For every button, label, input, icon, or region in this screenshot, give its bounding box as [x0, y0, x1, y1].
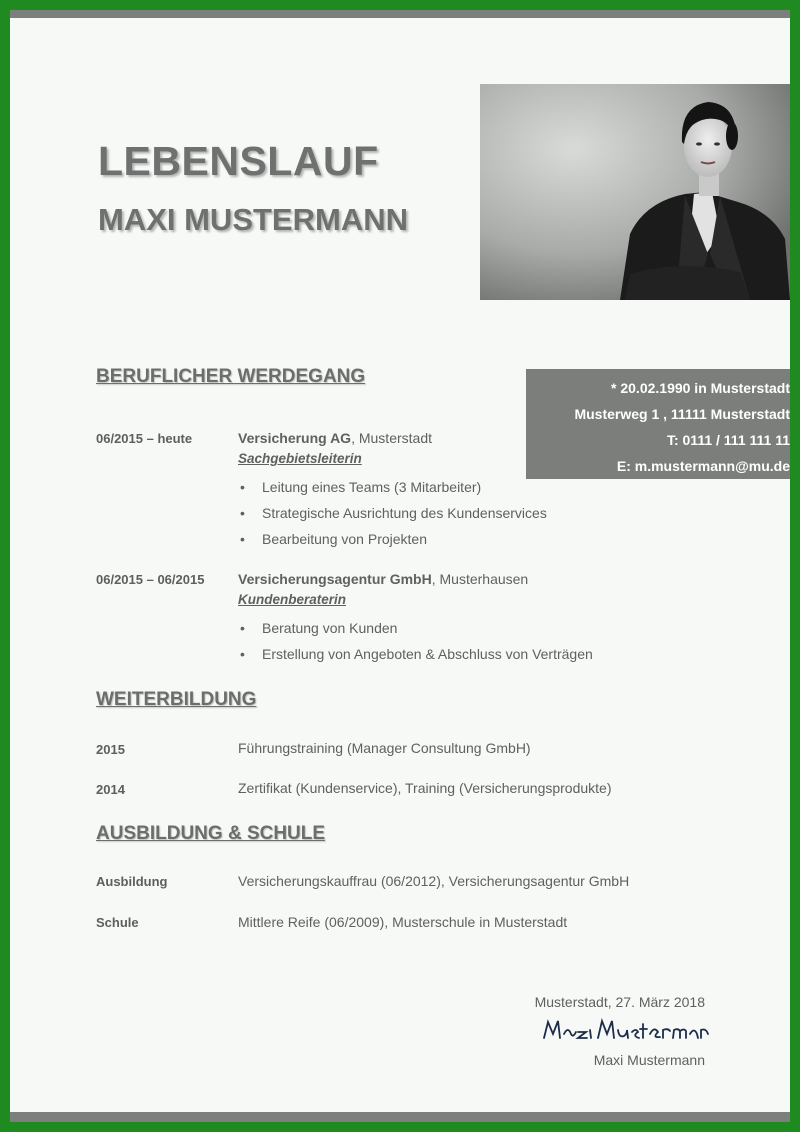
signature-place-date: Musterstadt, 27. März 2018 [534, 994, 705, 1010]
list-item: • Bearbeitung von Projekten [240, 531, 427, 547]
contact-box [526, 369, 790, 479]
top-bar [10, 10, 790, 18]
bullet-icon: • [240, 505, 245, 521]
company-name: Versicherung AG [238, 430, 352, 446]
job-title: Sachgebietsleiterin [238, 451, 362, 466]
education-label: Schule [96, 915, 139, 930]
training-year: 2015 [96, 742, 125, 757]
career-date: 06/2015 – heute [96, 431, 193, 446]
handwritten-signature [540, 1012, 710, 1046]
birth-info: * 20.02.1990 in Musterstadt [611, 380, 790, 396]
document-title: LEBENSLAUF [98, 138, 379, 184]
bottom-bar [10, 1112, 790, 1122]
education-text: Versicherungskauffrau (06/2012), Versicherungsagentur GmbH [238, 873, 630, 889]
training-text: Zertifikat (Kundenservice), Training (Versicherungsprodukte) [238, 780, 612, 796]
career-employer [238, 430, 432, 446]
signature-name: Maxi Mustermann [593, 1052, 705, 1068]
profile-photo [480, 84, 790, 300]
address: Musterweg 1 , 11111 Musterstadt [574, 406, 790, 422]
company-location: , Musterstadt [351, 430, 432, 446]
person-name: MAXI MUSTERMANN [98, 202, 408, 237]
bullet-icon: • [240, 620, 245, 636]
list-item: • Leitung eines Teams (3 Mitarbeiter) [240, 479, 482, 495]
list-item: • Erstellung von Angeboten & Abschluss von Verträgen [240, 646, 593, 662]
training-year: 2014 [96, 782, 125, 797]
email: E: m.mustermann@mu.de [616, 458, 790, 474]
career-date: 06/2015 – 06/2015 [96, 572, 205, 587]
bullet-icon: • [240, 479, 245, 495]
training-text: Führungstraining (Manager Consultung GmbH) [238, 740, 531, 756]
education-label: Ausbildung [96, 874, 168, 889]
section-heading-training: WEITERBILDUNG [96, 689, 257, 710]
bullet-icon: • [240, 646, 245, 662]
company-location: , Musterhausen [431, 571, 529, 587]
education-text: Mittlere Reife (06/2009), Musterschule in Musterstadt [238, 914, 568, 930]
list-item: • Strategische Ausrichtung des Kundenservices [240, 505, 547, 521]
career-employer [238, 571, 528, 587]
company-name: Versicherungsagentur GmbH [238, 571, 432, 587]
list-item: • Beratung von Kunden [240, 620, 398, 636]
cv-page [10, 10, 790, 1122]
section-heading-education: AUSBILDUNG & SCHULE [96, 823, 326, 844]
portrait-image [480, 84, 790, 300]
job-title: Kundenberaterin [238, 592, 347, 607]
section-heading-career: BERUFLICHER WERDEGANG [96, 366, 366, 387]
bullet-icon: • [240, 531, 245, 547]
phone: T: 0111 / 111 111 11 [666, 432, 790, 448]
